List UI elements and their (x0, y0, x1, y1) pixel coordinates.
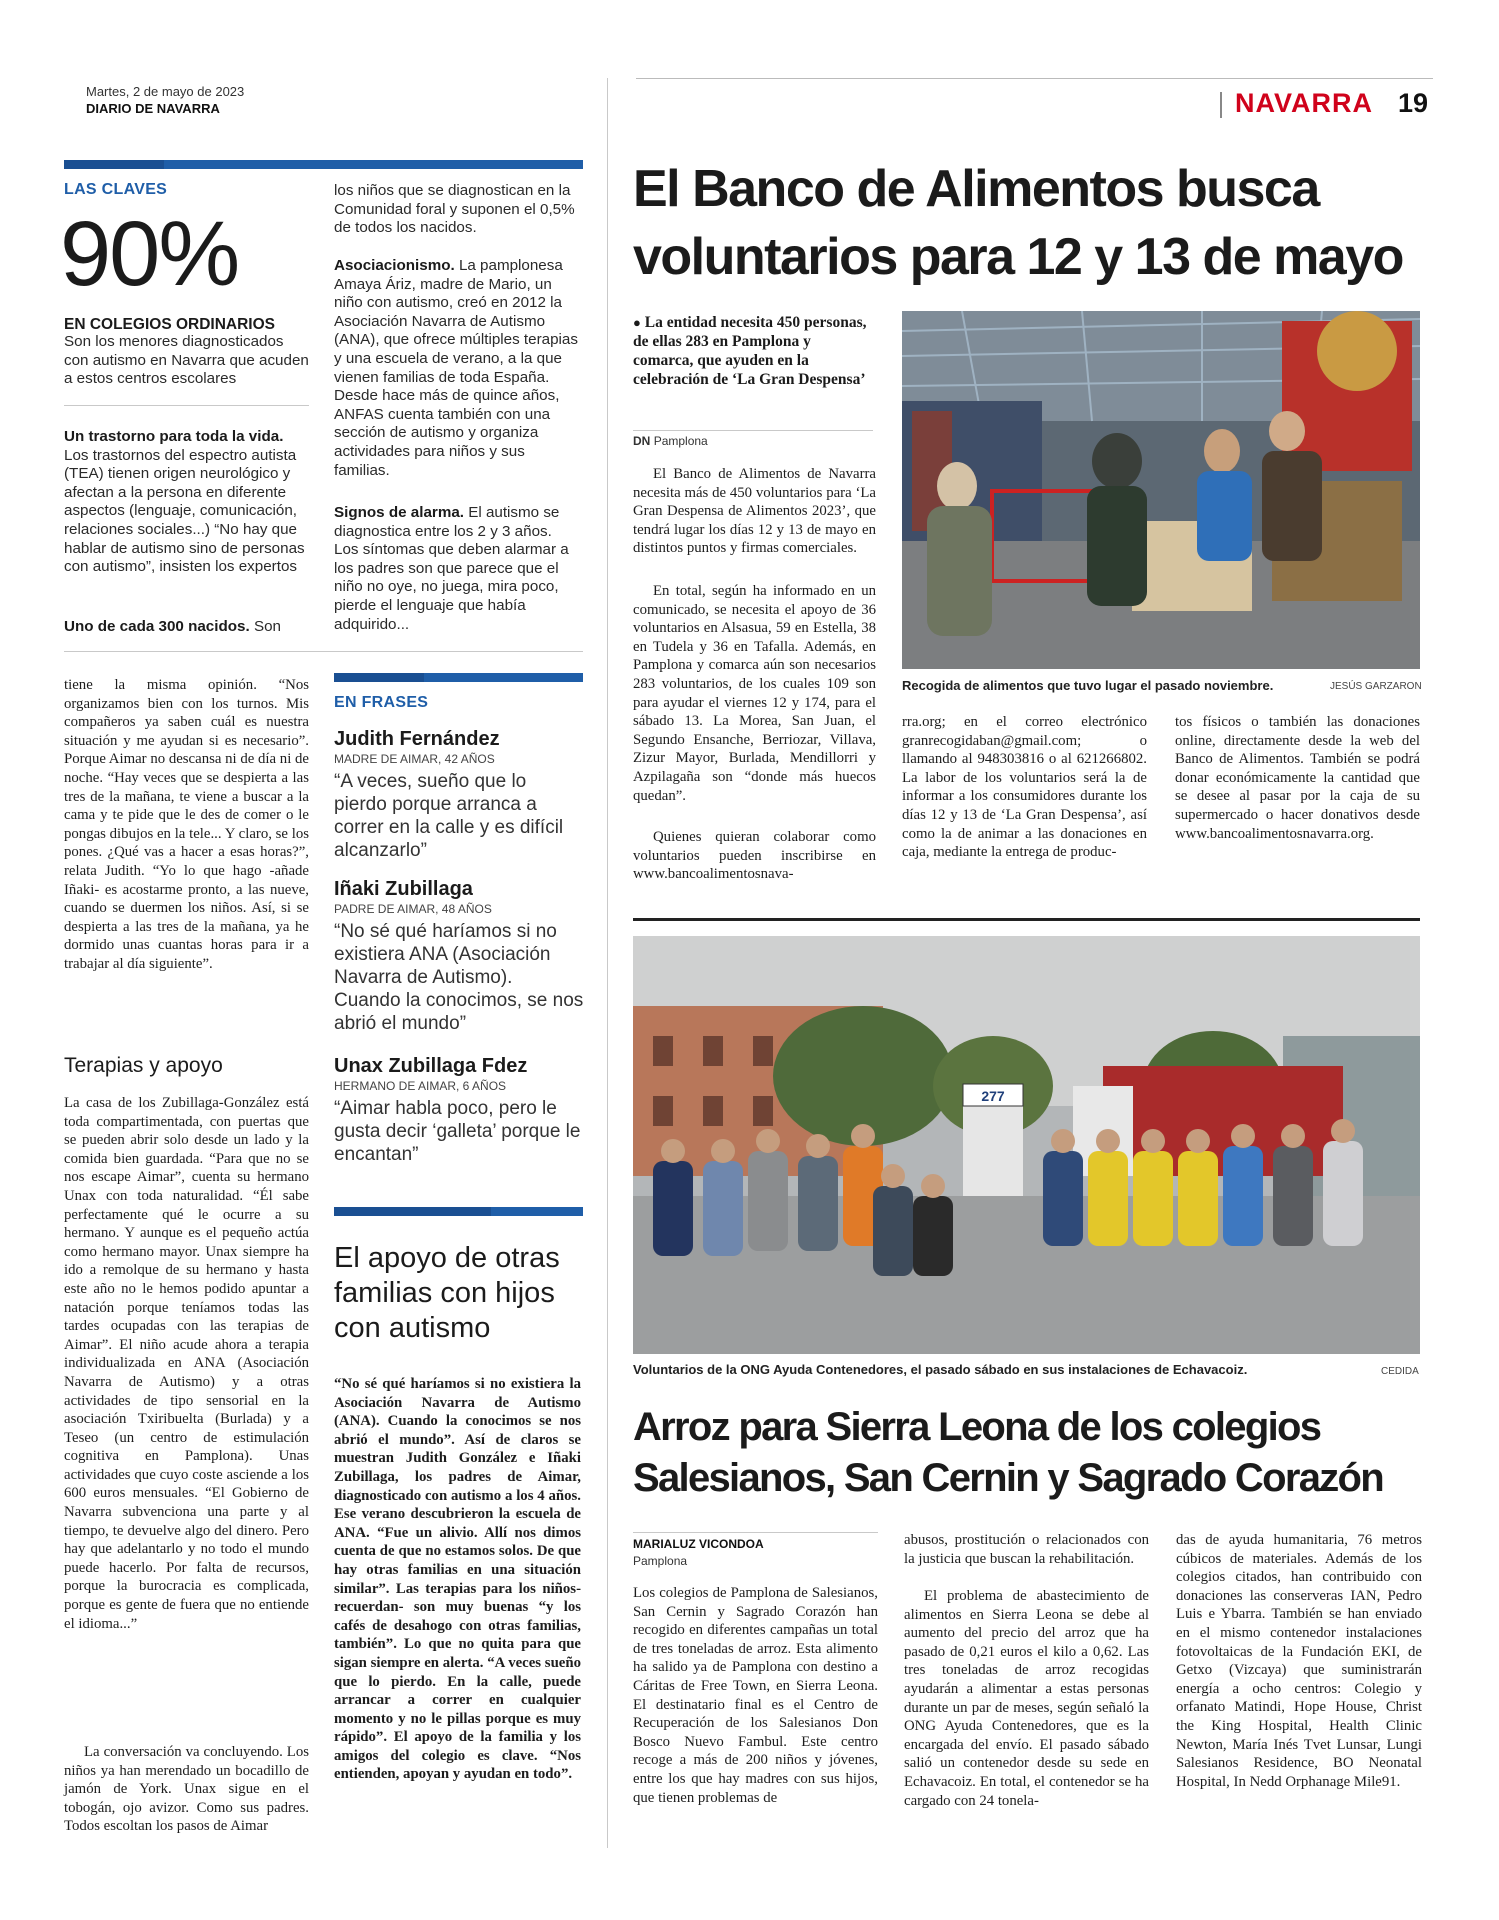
food-drive-caption: Recogida de alimentos que tuvo lugar el pasado noviembre. (902, 678, 1274, 693)
quote-author: Unax Zubillaga Fdez (334, 1055, 528, 1077)
volunteers-photo-image (633, 936, 1420, 1354)
apoyo-bar-accent (334, 1207, 491, 1216)
page-date: Martes, 2 de mayo de 2023 (86, 84, 245, 99)
arroz-byline: MARIALUZ VICONDOA (633, 1537, 764, 1551)
banco-summary (633, 313, 873, 389)
claves-kicker: LAS CLAVES (64, 181, 168, 198)
claves-item-text: Son (253, 618, 281, 635)
claves-bar-accent (64, 160, 164, 169)
story-paragraph: tiene la misma opinión. “Nos organizamos bien con los turnos. Mis compañeros ya saben cuál es nuestra situación y me ayudan si es necesario”. Porque Aimar no descansa ni de día ni de noche. “Hay veces que se despierta a las tres de la mañana, te viene a buscar a la cama y te pide que le des de comer o le pongas dibujos en la tele... Y claro, se los pones. ¿Qué vas a hacer a esas horas?”, relata Judith. “Yo lo que hago -añade Iñaki- es acostarme pronto, a las nueve, cuando se duermen los niños. Así, si se despierta a las tres de la mañana, ya he dormido unas cuantas horas para ir a trabajar al día siguiente”. (64, 677, 309, 972)
newspaper-name: DIARIO DE NAVARRA (86, 101, 220, 116)
quote-role: MADRE DE AIMAR, 42 AÑOS (334, 752, 495, 766)
claves-bottom-rule (64, 651, 583, 652)
claves-item-title: Uno de cada 300 nacidos. (64, 618, 250, 635)
story-subhead: Terapias y apoyo (64, 1054, 223, 1077)
banco-paragraph: En total, según ha informado en un comunicado, se necesita el apoyo de 36 voluntarios en Alsasua, 59 en Estella, 38 en Tudela y 36 en Tafalla. Además, en Pamplona y comarca aún son necesarios 283 voluntarios, de los cuales 109 son para ayudar el viernes 12 y 174, para el sábado 13. La Morea, San Juan, el Segundo Ensanche, Berriozar, Villava, Zizur Mayor, Burlada, Mendillorri y Azpilagaña son “donde más huecos quedan”. (633, 583, 876, 804)
claves-item-title: Signos de alarma. (334, 504, 464, 521)
section-title: NAVARRA (1235, 88, 1373, 118)
food-drive-photo (902, 311, 1420, 669)
quote-text: “Aimar habla poco, pero le gusta decir ‘galleta’ porque le encantan” (334, 1098, 581, 1165)
quote-text: “A veces, sueño que lo pierdo porque arranca a correr en la calle y es difícil alcanzarlo” (334, 771, 564, 861)
section-rule (633, 918, 1420, 921)
quote-item (334, 878, 584, 1035)
quote-text: “No sé qué haríamos si no existiera ANA (Asociación Navarra de Autismo). Cuando la conocimos, se nos abrió el mundo” (334, 921, 584, 1034)
banco-summary-rule (633, 430, 873, 431)
quote-item (334, 728, 584, 862)
claves-divider (64, 405, 309, 406)
story-paragraph: La conversación va concluyendo. Los niños ya han merendado un bocadillo de jamón de York. Unax sigue en el tobogán, ojo avizor. Como sus padres. Todos escoltan los pasos de Aimar (64, 1744, 309, 1835)
quote-role: PADRE DE AIMAR, 48 AÑOS (334, 902, 492, 916)
claves-item-text: La pamplonesa Amaya Áriz, madre de Mario, un niño con autismo, creó en 2012 la Asociación Navarra de Autismo (ANA), que ofrece múltiples terapias y una escuela de verano, a la que vienen familias de toda España. Desde hace más de quince años, ANFAS cuenta también con una sección de autismo y organiza actividades para niños y sus familias. (334, 257, 578, 479)
apoyo-text: “No sé qué haríamos si no existiera la Asociación Navarra de Autismo (ANA). Cuando la conocimos se nos abrió el mundo”. Así de claros se muestran Judith González e Iñaki Zubillaga, los padres de Aimar, diagnosticado con autismo a los 4 años. Ese verano descubrieron la escuela de ANA. “Fue un alivio. Allí nos dimos cuenta de que no estamos solos. De que hay otras familias en una situación similar”. Las terapias para los niños- recuerdan- son muy buenas “y los cafés de desahogo con otras familias, también”. Lo que no quita para que sigan siempre en alerta. “A veces sueño que lo pierdo. En la calle, puede arrancar a correr en cualquier momento y no le pillas porque es muy rápido”. El apoyo de la familia y los amigos del colegio es clave. “Nos entienden, apoyan y ayudan en todo”. (334, 1376, 581, 1783)
summary-text: La entidad necesita 450 personas, de ellas 283 en Pamplona y comarca, que ayuden en la celebración de ‘La Gran Despensa’ (633, 314, 867, 388)
claves-item-asociacionismo (334, 257, 580, 480)
claves-item-text: Los trastornos del espectro autista (TEA) tienen origen neurológico y afectan a la persona en diferente aspectos (lenguaje, comunicación, relaciones sociales...) “No hay que hablar de autismo sino de personas con autismo”, insisten los expertos (64, 446, 305, 576)
arroz-column-2b: El problema de abastecimiento de alimentos en Sierra Leona se debe al aumento del precio del arroz que ha pasado de 0,21 euros el kilo a 0,62. Las tres toneladas de arroz recogidas ayudarán a alimentar a estas personas durante un par de meses, según señaló la ONG Ayuda Contenedores, que es la encargada del envío. El pasado sábado salió un contenedor desde su sede en Echavacoiz. En total, el contenedor se ha cargado con 24 tonela- (904, 1588, 1149, 1809)
volunteers-credit: CEDIDA (1381, 1366, 1419, 1377)
claves-item-nacidos (64, 618, 309, 638)
page-number: 19 (1398, 88, 1429, 118)
arroz-column-3: das de ayuda humanitaria, 76 metros cúbicos de materiales. Además de los colegios citados, han contribuido con donaciones las conserveras IAN, Pedro Luis e Ybarra. También se han enviado en el mismo contenedor instalaciones fotovoltaicas de la Fundación EKI, de Getxo (Vizcaya) que suministrarán energía a ocho centros: Colegio y orfanato Matindi, Hope House, Christ the King Hospital, Health Clinic Newton, María Inés Tvet Lunsar, Lungi Salesianos Residence, BO Neonatal Hospital, In Nedd Orphanage Mile91. (1176, 1532, 1422, 1790)
claves-big-label: EN COLEGIOS ORDINARIOS (64, 316, 275, 333)
story-paragraph: La casa de los Zubillaga-González está toda compartimentada, con puertas que se pueden abrir solo desde un lado y la comida bien guardada. “Para que no se nos escape Aimar”, cuenta su hermano Unax con toda naturalidad. “Él sabe perfectamente qué le ocurre a su hermano. Y aunque es el pequeño actúa como hermano mayor. Unax siempre ha ido a remolque de su hermano y hasta este año no le hemos podido apuntar a natación porque teníamos todas las tardes ocupadas con las terapias de Aimar”. El niño acude ahora a terapia individualizada en ANA (Asociación Navarra de Autismo) y a otras actividades de tipo sensorial en la asociación Txiribuelta (Burlada) y a Teseo (un centro de estimulación cognitiva en Pamplona). Unas actividades que cuyo coste asciende a los 600 euros mensuales. “El Gobierno de Navarra subvenciona una parte y al tiempo, te devuelve algo del dinero. Pero hay que adelantarlo y no todo el mundo puede hacerlo. Por falta de recursos, porque la burocracia es complicada, porque es gente de fuera que no entiende el idioma...” (64, 1095, 309, 1632)
food-drive-credit: JESÚS GARZARON (1330, 681, 1422, 692)
banco-byline (633, 434, 708, 448)
arroz-byline-rule (633, 1532, 878, 1533)
byline-city: Pamplona (653, 434, 708, 448)
banco-column-3: tos físicos o también las donaciones online, directamente desde la web del Banco de Alimentos. También se podrá donar económicamente la cantidad que se desee al pasar por la caja de su supermercado o hacer donativos desde www.bancoalimentosnavarra.org. (1175, 714, 1420, 842)
claves-big-text: Son los menores diagnosticados con autismo en Navarra que acuden a estos centros escolares (64, 333, 309, 388)
arroz-column-1: Los colegios de Pamplona de Salesianos, San Cernin y Sagrado Corazón han recogido en diferentes campañas un total de tres toneladas de arroz. Esta alimento ha salido ya de Pamplona con destino a Cáritas de Free Town, en Sierra Leona. El destinatario final es el Centro de Recuperación de los Salesianos Don Bosco Nuevo Fambul. Este centro recoge a más de 200 niños y jóvenes, entre los que hay madres con sus hijos, que tienen problemas de (633, 1585, 878, 1806)
banco-headline: El Banco de Alimentos busca voluntarios para 12 y 13 de mayo (633, 160, 1403, 286)
bullet-icon: ● (633, 315, 641, 330)
header-rule (636, 78, 1433, 79)
volunteers-photo (633, 936, 1420, 1354)
apoyo-headline: El apoyo de otras familias con hijos con autismo (334, 1242, 560, 1344)
frases-bar-accent (334, 673, 424, 682)
claves-item-title: Asociacionismo. (334, 257, 455, 274)
claves-item-text: El autismo se diagnostica entre los 2 y 3 años. Los síntomas que deben alarmar a los padres son que parece que el niño no oye, no juega, mira poco, pierde el lenguaje que había adquirido... (334, 504, 569, 633)
banco-column-2: rra.org; en el correo electrónico granrecogidaban@gmail.com; o llamando al 948303816 o al 621266802. La labor de los voluntarios será la de informar a los consumidores durante los días 12 y 13 de ‘La Gran Despensa’, así como la de animar a las donaciones en caja, mediante la entrega de produc- (902, 714, 1147, 861)
section-marker (1220, 92, 1222, 118)
volunteers-caption: Voluntarios de la ONG Ayuda Contenedores, el pasado sábado en sus instalaciones de Echavacoiz. (633, 1362, 1248, 1377)
arroz-headline: Arroz para Sierra Leona de los colegios Salesianos, San Cernin y Sagrado Corazón (633, 1405, 1384, 1500)
banco-paragraph: Quienes quieran colaborar como voluntarios pueden inscribirse en www.bancoalimentosnava- (633, 829, 876, 883)
quote-role: HERMANO DE AIMAR, 6 AÑOS (334, 1079, 507, 1093)
arroz-column-2a: abusos, prostitución o relacionados con la justicia que buscan la rehabilitación. (904, 1532, 1149, 1567)
claves-item-signos (334, 504, 580, 634)
claves-item-trastorno (64, 428, 309, 577)
quote-author: Judith Fernández (334, 728, 500, 750)
claves-big-number: 90% (60, 203, 239, 305)
header-divider (607, 78, 608, 1848)
banco-paragraph: El Banco de Alimentos de Navarra necesita más de 450 voluntarios para ‘La Gran Despensa de Alimentos 2023’, que tendrá lugar los días 12 y 13 de mayo en distintos puntos y firmas comerciales. (633, 466, 876, 557)
volunteers-photo-panel-number: 277 (981, 1088, 1005, 1104)
quote-author: Iñaki Zubillaga (334, 878, 473, 900)
quote-item (334, 1055, 584, 1166)
claves-item-title: Un trastorno para toda la vida. (64, 428, 284, 445)
food-drive-photo-image (902, 311, 1420, 669)
frases-kicker: EN FRASES (334, 694, 429, 711)
byline-agency: DN (633, 434, 651, 448)
arroz-city: Pamplona (633, 1554, 688, 1568)
claves-item-nacidos-cont: los niños que se diagnostican en la Comunidad foral y suponen el 0,5% de todos los nacidos. (334, 182, 575, 237)
